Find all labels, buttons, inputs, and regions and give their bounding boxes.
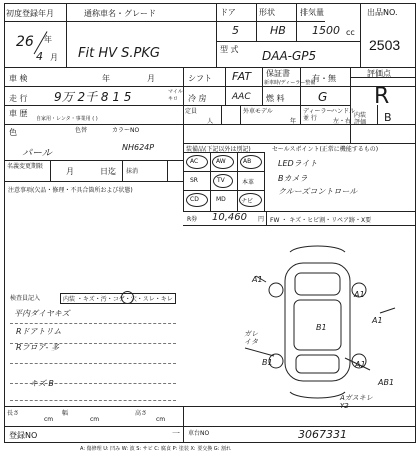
- fw-options: FW ・ キズ・ヒビ割・リペア跡・X要: [270, 217, 372, 224]
- damage-mark-a1-front: A1: [252, 275, 263, 284]
- ac-value: AAC: [232, 92, 251, 102]
- rule: [4, 21, 325, 22]
- month-unit: 月: [50, 53, 58, 62]
- usage-label: 車 歴: [9, 109, 28, 118]
- rule: [4, 105, 350, 106]
- equip-sr: SR: [190, 177, 198, 184]
- ac-label: 冷 房: [188, 94, 207, 103]
- rule: [10, 323, 176, 324]
- name-change-label: 名義変更期限: [7, 163, 44, 170]
- inspection-label: 車 検: [9, 74, 28, 83]
- damage-mark-a1-right: A1: [354, 290, 365, 299]
- shift-label: シフト: [188, 74, 212, 83]
- handle-label: ハンドル: [331, 108, 356, 115]
- inspector-label: 検査員記入: [10, 295, 41, 302]
- first-reg-label: 初度登録年月: [6, 9, 54, 18]
- rule: [237, 152, 238, 211]
- fuel-label: 燃 料: [266, 94, 285, 103]
- rule: [4, 86, 416, 87]
- rule: [183, 406, 184, 443]
- height-unit: cm: [156, 416, 166, 423]
- rule: [210, 152, 211, 211]
- car-name-label: 通称車名・グレード: [84, 9, 156, 18]
- equip-tv: TV: [217, 177, 225, 184]
- doors-value: 5: [232, 24, 239, 37]
- equip-leather: 本革: [242, 179, 255, 186]
- rule: [10, 363, 176, 364]
- name-change-month: 月: [66, 167, 74, 176]
- sales-points-label: セールスポイント(正常に機能するもの): [272, 146, 379, 153]
- rule: [4, 160, 183, 161]
- rule: [256, 3, 257, 41]
- deregistration-label: 抹消: [126, 168, 139, 175]
- color-no-label: カラーNO: [112, 127, 140, 134]
- fuel-value: G: [318, 90, 328, 104]
- rule: [4, 67, 416, 68]
- name-change-date: 日迄: [100, 167, 116, 176]
- mileage-unit: マイル キロ: [168, 89, 183, 102]
- reg-no-dash: 一: [172, 429, 180, 438]
- rule: [225, 67, 226, 105]
- damage-mark-rear-bumper: Aガスキレ Y2: [340, 394, 373, 410]
- equip-tv-mark: [213, 174, 233, 188]
- car-name-value: Fit HV S.PKG: [78, 46, 160, 61]
- rcoupon-value: 10,460: [212, 212, 247, 223]
- equip-ab: AB: [243, 158, 252, 165]
- rule: [350, 67, 351, 143]
- interior-label: 内装 評価: [354, 112, 367, 126]
- chassis-number: 3067331: [298, 428, 347, 441]
- first-reg-month: 4: [36, 50, 43, 63]
- displacement-value: 1500: [312, 24, 340, 37]
- rule: [266, 211, 267, 225]
- equip-ab-mark: [240, 155, 262, 169]
- rear-bumper: [290, 392, 345, 398]
- handle-options: 左・右: [333, 118, 352, 125]
- rule: [183, 225, 416, 226]
- rule: [360, 3, 361, 67]
- eval-label: 評価点: [367, 69, 391, 78]
- equip-label: 装備品(下記以外は別記): [186, 146, 251, 153]
- mileage-label: 走 行: [9, 94, 28, 103]
- exhibit-label: 出品NO.: [367, 8, 398, 17]
- tire-front-left: [269, 283, 283, 297]
- equip-ac-mark: [186, 155, 208, 169]
- rule: [183, 171, 264, 172]
- length-label: 長さ: [7, 410, 20, 417]
- capacity-unit: 人: [207, 118, 214, 125]
- capacity-label: 定員: [185, 108, 198, 115]
- rule: [66, 3, 67, 67]
- rule: [10, 400, 176, 401]
- rule: [183, 152, 264, 153]
- chassis-label: 車台NO: [188, 430, 210, 437]
- equip-aw-mark: [212, 155, 234, 169]
- color-mod-label: 外車モデル: [243, 108, 273, 115]
- rule: [216, 3, 217, 67]
- rule: [216, 41, 360, 42]
- inspector-note-2: Rドアトリム: [16, 327, 62, 336]
- model-label: 型 式: [220, 45, 239, 54]
- interior-score: B: [384, 111, 392, 124]
- rcoupon-unit: 円: [258, 216, 265, 223]
- width-unit: cm: [90, 416, 100, 423]
- damage-mark-a1-side: A1: [372, 316, 383, 325]
- rule: [183, 190, 264, 191]
- equip-navi-mark: [239, 193, 262, 207]
- rcoupon-label: R券: [187, 216, 198, 223]
- shape-label: 形状: [259, 8, 275, 17]
- rule: [122, 160, 123, 181]
- shift-value: FAT: [232, 70, 252, 83]
- notes-label: 注意事項(欠品・修理・不具合箇所および状態): [8, 187, 133, 194]
- displacement-label: 排気量: [300, 8, 324, 17]
- inspector-note-1: 平内ダイヤキズ: [14, 309, 70, 318]
- damage-legend: A: 傷修理 U: 凹み W: 波 S: サビ C: 腐食 P: 塗装 X: 要交換 G: 割れ: [80, 446, 231, 452]
- rule: [4, 426, 416, 427]
- exhibit-number: 2503: [369, 37, 401, 53]
- color-change-label: 色替: [75, 127, 88, 134]
- car-rear-window: [296, 355, 339, 373]
- color-mod-unit: 年: [290, 118, 297, 125]
- color-value: パール: [22, 148, 52, 159]
- rule: [50, 160, 51, 181]
- rule: [264, 152, 265, 211]
- shape-value: HB: [270, 24, 286, 37]
- damage-mark-b1-roof: B1: [316, 323, 327, 332]
- damage-mark-ab1: AB1: [378, 378, 395, 387]
- rule: [4, 181, 183, 182]
- inspector-note-5: キズ B: [30, 379, 54, 388]
- height-label: 高さ: [135, 410, 148, 417]
- sales-point-3: クルーズコントロール: [278, 187, 358, 196]
- equip-md: MD: [216, 196, 226, 203]
- rule: [4, 406, 416, 407]
- equip-cd: CD: [190, 196, 199, 203]
- length-unit: cm: [44, 416, 54, 423]
- car-windshield: [295, 273, 340, 295]
- warranty-label: 保証書: [266, 69, 290, 78]
- model-code: DAA-GP5: [262, 49, 317, 63]
- door-label: ドア: [220, 8, 236, 17]
- dirt-circle: [121, 291, 134, 304]
- rule: [296, 3, 297, 41]
- usage-options: 自家用・レンタ・事業用 ( ): [36, 116, 98, 122]
- warranty-sub: 新車時/ディーラー整備: [264, 80, 316, 86]
- sales-point-2: Bカメラ: [278, 174, 308, 183]
- inspector-note-3: Rフロア- 多: [16, 343, 59, 352]
- rule: [262, 67, 263, 105]
- rule: [221, 105, 222, 124]
- first-reg-year: 26: [16, 34, 34, 50]
- width-label: 幅: [62, 410, 69, 417]
- front-bumper: [290, 246, 345, 252]
- reg-no-label: 登録NO: [9, 431, 38, 440]
- sales-point-1: LEDライト: [278, 159, 318, 168]
- equip-ac: AC: [190, 158, 199, 165]
- equip-navi: ナビ: [241, 198, 254, 205]
- inspection-year: 年: [102, 74, 110, 83]
- damage-mark-glass: ガレ イタ: [244, 330, 258, 346]
- rule: [167, 160, 168, 181]
- year-unit: 年: [44, 35, 52, 44]
- dealer-label: ディーラー 並 行: [303, 108, 333, 122]
- rule: [300, 67, 301, 124]
- color-code: NH624P: [122, 143, 155, 152]
- eval-score: R: [374, 84, 390, 109]
- rule: [377, 105, 378, 124]
- equip-cd-mark: [186, 193, 208, 207]
- inspector-options: 内装 ・キズ・汚・コゲ・穴・スレ・キレ: [60, 293, 176, 304]
- equip-aw: AW: [216, 158, 226, 165]
- damage-mark-a1-rear: A1: [355, 360, 366, 369]
- cc-unit: cc: [346, 28, 355, 37]
- warranty-options: 有・無: [312, 74, 336, 83]
- damage-mark-b1-left: B1: [262, 358, 273, 367]
- mileage-value: 9万 2千 8 1 5: [54, 90, 132, 104]
- color-label: 色: [9, 128, 17, 137]
- inspection-month: 月: [147, 74, 155, 83]
- rule: [240, 105, 241, 124]
